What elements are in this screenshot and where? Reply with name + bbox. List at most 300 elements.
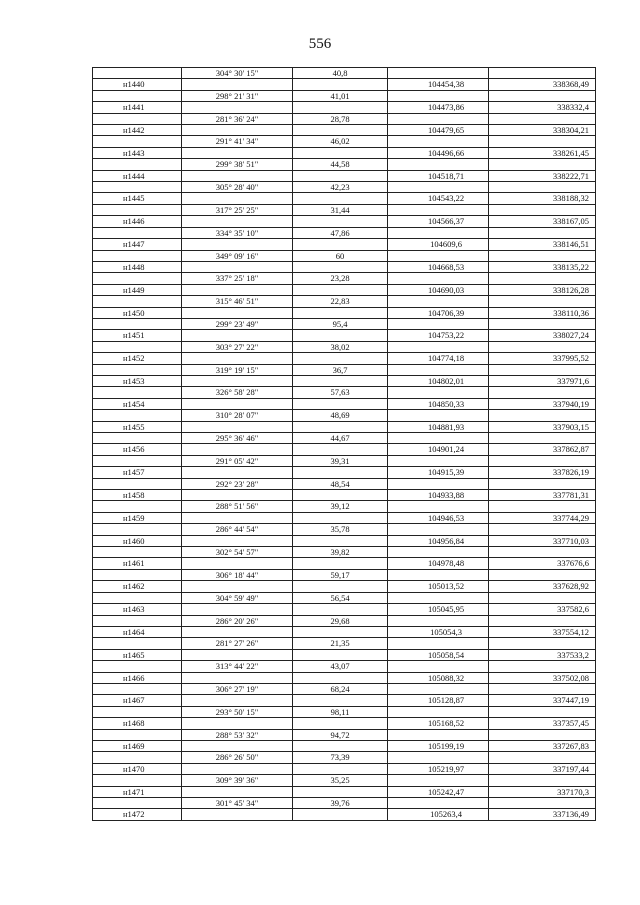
y-coordinate-cell [489, 501, 596, 512]
direction-angle-cell: 337° 25' 18" [182, 273, 293, 284]
length-cell: 47,86 [293, 227, 388, 238]
segment-row [93, 661, 596, 672]
point-name-cell: н1450 [93, 307, 182, 318]
length-cell [293, 261, 388, 272]
length-cell: 56,54 [293, 592, 388, 603]
x-coordinate-cell: 104543,22 [388, 193, 489, 204]
coordinates-table-body [93, 68, 596, 821]
point-row [93, 558, 596, 569]
point-name-cell [93, 661, 182, 672]
point-row [93, 239, 596, 250]
length-cell [293, 102, 388, 113]
y-coordinate-cell [489, 524, 596, 535]
length-cell: 48,54 [293, 478, 388, 489]
length-cell: 39,82 [293, 547, 388, 558]
direction-angle-cell [182, 649, 293, 660]
y-coordinate-cell: 337267,83 [489, 740, 596, 751]
length-cell [293, 193, 388, 204]
point-name-cell [93, 159, 182, 170]
direction-angle-cell: 304° 59' 49" [182, 592, 293, 603]
direction-angle-cell [182, 672, 293, 683]
direction-angle-cell [182, 375, 293, 386]
point-row [93, 695, 596, 706]
segment-row [93, 250, 596, 261]
y-coordinate-cell: 338304,21 [489, 125, 596, 136]
point-row [93, 512, 596, 523]
length-cell: 43,07 [293, 661, 388, 672]
length-cell [293, 558, 388, 569]
x-coordinate-cell [388, 547, 489, 558]
direction-angle-cell [182, 626, 293, 637]
point-row [93, 421, 596, 432]
y-coordinate-cell [489, 90, 596, 101]
y-coordinate-cell: 338110,36 [489, 307, 596, 318]
point-row [93, 535, 596, 546]
point-name-cell [93, 706, 182, 717]
y-coordinate-cell [489, 798, 596, 809]
point-row [93, 809, 596, 820]
y-coordinate-cell [489, 250, 596, 261]
y-coordinate-cell: 337826,19 [489, 467, 596, 478]
x-coordinate-cell [388, 387, 489, 398]
segment-row [93, 455, 596, 466]
point-name-cell: н1454 [93, 398, 182, 409]
x-coordinate-cell: 105128,87 [388, 695, 489, 706]
length-cell [293, 604, 388, 615]
length-cell [293, 239, 388, 250]
y-coordinate-cell [489, 68, 596, 79]
length-cell: 35,25 [293, 775, 388, 786]
point-name-cell: н1464 [93, 626, 182, 637]
point-name-cell [93, 136, 182, 147]
length-cell [293, 649, 388, 660]
point-name-cell: н1449 [93, 284, 182, 295]
x-coordinate-cell: 104881,93 [388, 421, 489, 432]
direction-angle-cell: 306° 27' 19" [182, 683, 293, 694]
segment-row [93, 729, 596, 740]
point-name-cell: н1445 [93, 193, 182, 204]
length-cell [293, 421, 388, 432]
x-coordinate-cell: 104753,22 [388, 330, 489, 341]
segment-row [93, 683, 596, 694]
direction-angle-cell: 303° 27' 22" [182, 341, 293, 352]
point-name-cell [93, 592, 182, 603]
x-coordinate-cell: 104933,88 [388, 490, 489, 501]
y-coordinate-cell: 337781,31 [489, 490, 596, 501]
length-cell: 35,78 [293, 524, 388, 535]
point-row [93, 763, 596, 774]
length-cell: 36,7 [293, 364, 388, 375]
x-coordinate-cell [388, 68, 489, 79]
length-cell [293, 147, 388, 158]
x-coordinate-cell [388, 775, 489, 786]
point-name-cell: н1462 [93, 581, 182, 592]
point-row [93, 353, 596, 364]
length-cell [293, 581, 388, 592]
segment-row [93, 90, 596, 101]
direction-angle-cell: 310° 28' 07" [182, 410, 293, 421]
length-cell: 31,44 [293, 204, 388, 215]
direction-angle-cell: 288° 51' 56" [182, 501, 293, 512]
point-row [93, 261, 596, 272]
x-coordinate-cell [388, 410, 489, 421]
point-row [93, 147, 596, 158]
segment-row [93, 638, 596, 649]
segment-row [93, 296, 596, 307]
coordinates-table [92, 67, 596, 821]
point-name-cell [93, 113, 182, 124]
direction-angle-cell [182, 307, 293, 318]
point-name-cell [93, 90, 182, 101]
y-coordinate-cell [489, 113, 596, 124]
direction-angle-cell [182, 147, 293, 158]
x-coordinate-cell [388, 569, 489, 580]
point-row [93, 581, 596, 592]
y-coordinate-cell: 338126,28 [489, 284, 596, 295]
point-name-cell [93, 273, 182, 284]
length-cell [293, 467, 388, 478]
direction-angle-cell: 286° 20' 26" [182, 615, 293, 626]
length-cell [293, 490, 388, 501]
point-name-cell [93, 227, 182, 238]
point-name-cell [93, 729, 182, 740]
length-cell [293, 398, 388, 409]
length-cell [293, 170, 388, 181]
segment-row [93, 592, 596, 603]
segment-row [93, 569, 596, 580]
y-coordinate-cell [489, 273, 596, 284]
length-cell [293, 375, 388, 386]
x-coordinate-cell: 104518,71 [388, 170, 489, 181]
y-coordinate-cell: 337170,3 [489, 786, 596, 797]
point-name-cell [93, 524, 182, 535]
point-row [93, 626, 596, 637]
x-coordinate-cell: 105168,52 [388, 718, 489, 729]
point-name-cell [93, 455, 182, 466]
point-name-cell [93, 433, 182, 444]
length-cell [293, 216, 388, 227]
direction-angle-cell: 334° 35' 10" [182, 227, 293, 238]
point-name-cell: н1472 [93, 809, 182, 820]
point-name-cell [93, 478, 182, 489]
y-coordinate-cell: 337447,19 [489, 695, 596, 706]
x-coordinate-cell: 104668,53 [388, 261, 489, 272]
direction-angle-cell [182, 809, 293, 820]
x-coordinate-cell: 105199,19 [388, 740, 489, 751]
direction-angle-cell [182, 421, 293, 432]
point-row [93, 284, 596, 295]
point-name-cell: н1469 [93, 740, 182, 751]
length-cell: 95,4 [293, 318, 388, 329]
point-name-cell [93, 182, 182, 193]
direction-angle-cell: 304° 30' 15" [182, 68, 293, 79]
direction-angle-cell: 305° 28' 40" [182, 182, 293, 193]
length-cell: 44,67 [293, 433, 388, 444]
direction-angle-cell: 313° 44' 22" [182, 661, 293, 672]
x-coordinate-cell: 105263,4 [388, 809, 489, 820]
x-coordinate-cell [388, 341, 489, 352]
segment-row [93, 159, 596, 170]
x-coordinate-cell: 105088,32 [388, 672, 489, 683]
x-coordinate-cell: 105058,54 [388, 649, 489, 660]
direction-angle-cell: 292° 23' 28" [182, 478, 293, 489]
point-name-cell [93, 752, 182, 763]
point-row [93, 307, 596, 318]
x-coordinate-cell [388, 227, 489, 238]
point-name-cell: н1465 [93, 649, 182, 660]
point-name-cell: н1466 [93, 672, 182, 683]
y-coordinate-cell [489, 569, 596, 580]
segment-row [93, 547, 596, 558]
point-row [93, 649, 596, 660]
direction-angle-cell: 317° 25' 25" [182, 204, 293, 215]
y-coordinate-cell [489, 159, 596, 170]
segment-row [93, 798, 596, 809]
x-coordinate-cell [388, 90, 489, 101]
y-coordinate-cell: 337971,6 [489, 375, 596, 386]
y-coordinate-cell: 337582,6 [489, 604, 596, 615]
x-coordinate-cell: 105219,97 [388, 763, 489, 774]
x-coordinate-cell [388, 455, 489, 466]
direction-angle-cell [182, 102, 293, 113]
point-row [93, 444, 596, 455]
point-name-cell [93, 250, 182, 261]
length-cell: 46,02 [293, 136, 388, 147]
segment-row [93, 364, 596, 375]
length-cell [293, 79, 388, 90]
length-cell: 39,76 [293, 798, 388, 809]
point-row [93, 604, 596, 615]
page-number: 556 [308, 36, 332, 52]
y-coordinate-cell: 338146,51 [489, 239, 596, 250]
point-name-cell [93, 638, 182, 649]
length-cell: 23,28 [293, 273, 388, 284]
direction-angle-cell [182, 79, 293, 90]
segment-row [93, 113, 596, 124]
y-coordinate-cell [489, 227, 596, 238]
x-coordinate-cell: 105013,52 [388, 581, 489, 592]
segment-row [93, 273, 596, 284]
y-coordinate-cell [489, 387, 596, 398]
direction-angle-cell: 293° 50' 15" [182, 706, 293, 717]
y-coordinate-cell: 338027,24 [489, 330, 596, 341]
point-name-cell: н1444 [93, 170, 182, 181]
direction-angle-cell: 298° 21' 31" [182, 90, 293, 101]
direction-angle-cell: 291° 41' 34" [182, 136, 293, 147]
x-coordinate-cell: 104690,03 [388, 284, 489, 295]
y-coordinate-cell: 338188,32 [489, 193, 596, 204]
point-row [93, 375, 596, 386]
y-coordinate-cell: 337862,87 [489, 444, 596, 455]
direction-angle-cell [182, 535, 293, 546]
point-name-cell [93, 547, 182, 558]
y-coordinate-cell: 337357,45 [489, 718, 596, 729]
direction-angle-cell [182, 490, 293, 501]
length-cell [293, 330, 388, 341]
x-coordinate-cell [388, 615, 489, 626]
length-cell [293, 672, 388, 683]
x-coordinate-cell: 104901,24 [388, 444, 489, 455]
x-coordinate-cell [388, 661, 489, 672]
y-coordinate-cell [489, 752, 596, 763]
point-name-cell [93, 683, 182, 694]
point-name-cell [93, 364, 182, 375]
segment-row [93, 341, 596, 352]
length-cell [293, 718, 388, 729]
length-cell: 28,78 [293, 113, 388, 124]
x-coordinate-cell: 104978,48 [388, 558, 489, 569]
point-name-cell: н1451 [93, 330, 182, 341]
direction-angle-cell: 315° 46' 51" [182, 296, 293, 307]
y-coordinate-cell: 337502,08 [489, 672, 596, 683]
y-coordinate-cell: 337197,44 [489, 763, 596, 774]
direction-angle-cell: 319° 19' 15" [182, 364, 293, 375]
point-name-cell [93, 204, 182, 215]
x-coordinate-cell: 105054,3 [388, 626, 489, 637]
point-row [93, 740, 596, 751]
direction-angle-cell [182, 330, 293, 341]
length-cell [293, 512, 388, 523]
y-coordinate-cell [489, 318, 596, 329]
x-coordinate-cell: 104496,66 [388, 147, 489, 158]
direction-angle-cell: 309° 39' 36" [182, 775, 293, 786]
segment-row [93, 615, 596, 626]
x-coordinate-cell: 104454,38 [388, 79, 489, 90]
x-coordinate-cell: 104956,84 [388, 535, 489, 546]
point-name-cell: н1461 [93, 558, 182, 569]
length-cell: 94,72 [293, 729, 388, 740]
x-coordinate-cell: 104706,39 [388, 307, 489, 318]
x-coordinate-cell [388, 433, 489, 444]
y-coordinate-cell: 337744,29 [489, 512, 596, 523]
point-name-cell: н1458 [93, 490, 182, 501]
y-coordinate-cell [489, 204, 596, 215]
x-coordinate-cell [388, 250, 489, 261]
x-coordinate-cell: 104473,86 [388, 102, 489, 113]
direction-angle-cell [182, 261, 293, 272]
direction-angle-cell [182, 581, 293, 592]
y-coordinate-cell [489, 638, 596, 649]
point-name-cell: н1453 [93, 375, 182, 386]
x-coordinate-cell: 104802,01 [388, 375, 489, 386]
x-coordinate-cell [388, 478, 489, 489]
segment-row [93, 410, 596, 421]
length-cell [293, 535, 388, 546]
direction-angle-cell [182, 239, 293, 250]
direction-angle-cell [182, 718, 293, 729]
length-cell [293, 353, 388, 364]
direction-angle-cell [182, 763, 293, 774]
y-coordinate-cell [489, 433, 596, 444]
x-coordinate-cell: 104774,18 [388, 353, 489, 364]
point-name-cell: н1447 [93, 239, 182, 250]
y-coordinate-cell: 338167,05 [489, 216, 596, 227]
point-name-cell: н1457 [93, 467, 182, 478]
direction-angle-cell [182, 467, 293, 478]
y-coordinate-cell [489, 547, 596, 558]
point-name-cell: н1467 [93, 695, 182, 706]
point-name-cell [93, 387, 182, 398]
y-coordinate-cell [489, 661, 596, 672]
segment-row [93, 204, 596, 215]
point-name-cell: н1448 [93, 261, 182, 272]
segment-row [93, 478, 596, 489]
point-name-cell: н1455 [93, 421, 182, 432]
segment-row [93, 524, 596, 535]
point-row [93, 125, 596, 136]
segment-row [93, 706, 596, 717]
x-coordinate-cell [388, 136, 489, 147]
point-row [93, 672, 596, 683]
segment-row [93, 182, 596, 193]
segment-row [93, 433, 596, 444]
length-cell: 42,23 [293, 182, 388, 193]
y-coordinate-cell: 337676,6 [489, 558, 596, 569]
direction-angle-cell [182, 695, 293, 706]
direction-angle-cell [182, 170, 293, 181]
point-row [93, 79, 596, 90]
y-coordinate-cell [489, 683, 596, 694]
length-cell [293, 786, 388, 797]
x-coordinate-cell [388, 113, 489, 124]
point-name-cell: н1463 [93, 604, 182, 615]
x-coordinate-cell [388, 182, 489, 193]
x-coordinate-cell: 104479,65 [388, 125, 489, 136]
x-coordinate-cell [388, 364, 489, 375]
length-cell [293, 740, 388, 751]
y-coordinate-cell [489, 136, 596, 147]
point-name-cell: н1446 [93, 216, 182, 227]
length-cell: 59,17 [293, 569, 388, 580]
x-coordinate-cell: 104609,6 [388, 239, 489, 250]
point-name-cell: н1470 [93, 763, 182, 774]
point-row [93, 330, 596, 341]
segment-row [93, 318, 596, 329]
length-cell: 21,35 [293, 638, 388, 649]
direction-angle-cell: 295° 36' 46" [182, 433, 293, 444]
y-coordinate-cell [489, 478, 596, 489]
direction-angle-cell: 286° 26' 50" [182, 752, 293, 763]
x-coordinate-cell [388, 501, 489, 512]
point-row [93, 490, 596, 501]
direction-angle-cell: 299° 23' 49" [182, 318, 293, 329]
length-cell: 39,31 [293, 455, 388, 466]
x-coordinate-cell [388, 318, 489, 329]
y-coordinate-cell [489, 706, 596, 717]
point-name-cell: н1459 [93, 512, 182, 523]
length-cell [293, 695, 388, 706]
direction-angle-cell: 349° 09' 16" [182, 250, 293, 261]
x-coordinate-cell [388, 683, 489, 694]
y-coordinate-cell: 338222,71 [489, 170, 596, 181]
segment-row [93, 501, 596, 512]
point-name-cell: н1452 [93, 353, 182, 364]
direction-angle-cell [182, 740, 293, 751]
direction-angle-cell [182, 193, 293, 204]
point-row [93, 216, 596, 227]
length-cell: 57,63 [293, 387, 388, 398]
length-cell: 73,39 [293, 752, 388, 763]
y-coordinate-cell: 337995,52 [489, 353, 596, 364]
y-coordinate-cell [489, 341, 596, 352]
direction-angle-cell [182, 284, 293, 295]
point-name-cell [93, 615, 182, 626]
point-name-cell: н1443 [93, 147, 182, 158]
y-coordinate-cell: 337533,2 [489, 649, 596, 660]
point-name-cell [93, 68, 182, 79]
point-row [93, 786, 596, 797]
y-coordinate-cell: 338261,45 [489, 147, 596, 158]
